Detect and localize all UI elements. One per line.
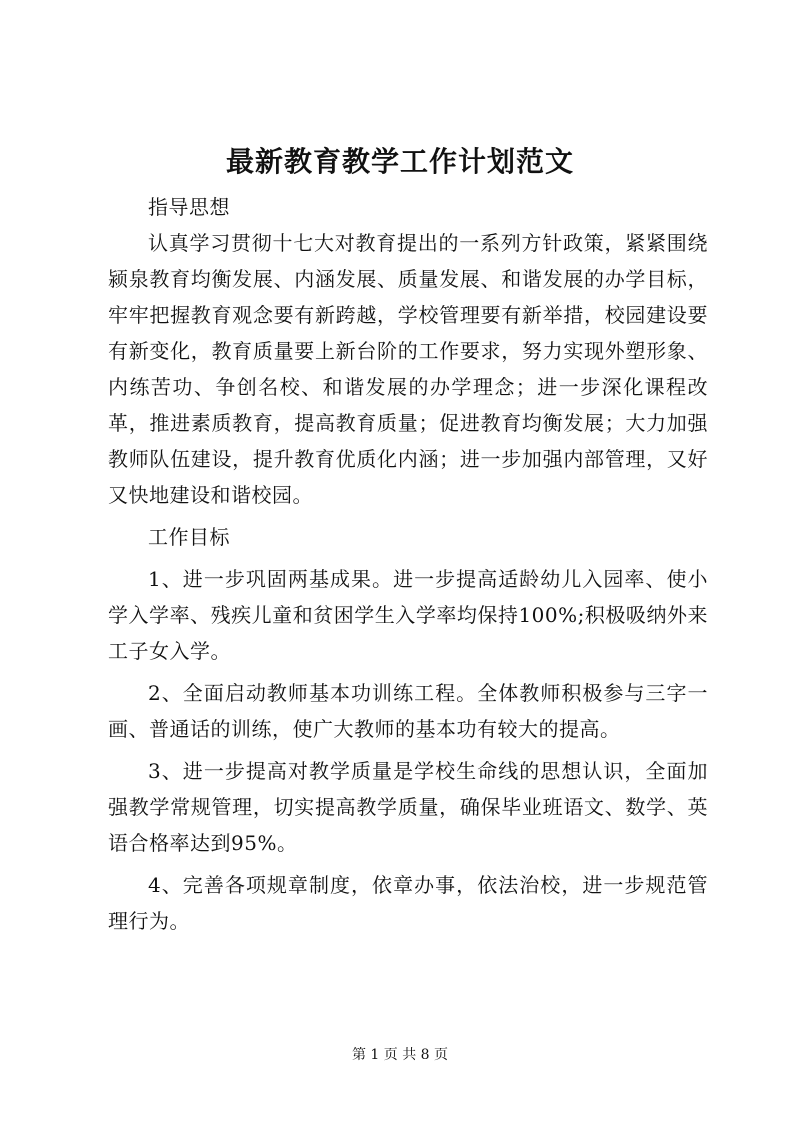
paragraph-guiding-ideology: 认真学习贯彻十七大对教育提出的一系列方针政策，紧紧围绕颍泉教育均衡发展、内涵发展、质量发展、和谐发展的办学目标，牢牢把握教育观念要有新跨越，学校管理要有新举措，校园建设要有新变化，教育质量要上新台阶的工作要求，努力实现外塑形象、内练苦功、争创名校、和谐发展的办学理念；进一步深化课程改革，推进素质教育，提高教育质量；促进教育均衡发展；大力加强教师队伍建设，提升教育优质化内涵；进一步加强内部管理，又好又快地建设和谐校园。 — [108, 231, 708, 507]
paragraph-goal-3: 3、进一步提高对教学质量是学校生命线的思想认识，全面加强教学常规管理，切实提高教学质量，确保毕业班语文、数学、英语合格率达到95%。 — [108, 759, 708, 855]
paragraph-goal-2: 2、全面启动教师基本功训练工程。全体教师积极参与三字一画、普通话的训练，使广大教师的基本功有较大的提高。 — [108, 681, 708, 741]
document-body — [108, 189, 708, 939]
section-heading-guiding-ideology: 指导思想 — [148, 195, 230, 219]
paragraph-goal-1: 1、进一步巩固两基成果。进一步提高适龄幼儿入园率、使小学入学率、残疾儿童和贫困学生入学率均保持100%;积极吸纳外来工子女入学。 — [108, 567, 708, 663]
paragraph-goal-4: 4、完善各项规章制度，依章办事，依法治校，进一步规范管理行为。 — [108, 873, 708, 933]
section-heading-work-goals: 工作目标 — [148, 525, 230, 549]
page-footer: 第 1 页 共 8 页 — [351, 1047, 449, 1063]
document-title: 最新教育教学工作计划范文 — [225, 145, 574, 178]
